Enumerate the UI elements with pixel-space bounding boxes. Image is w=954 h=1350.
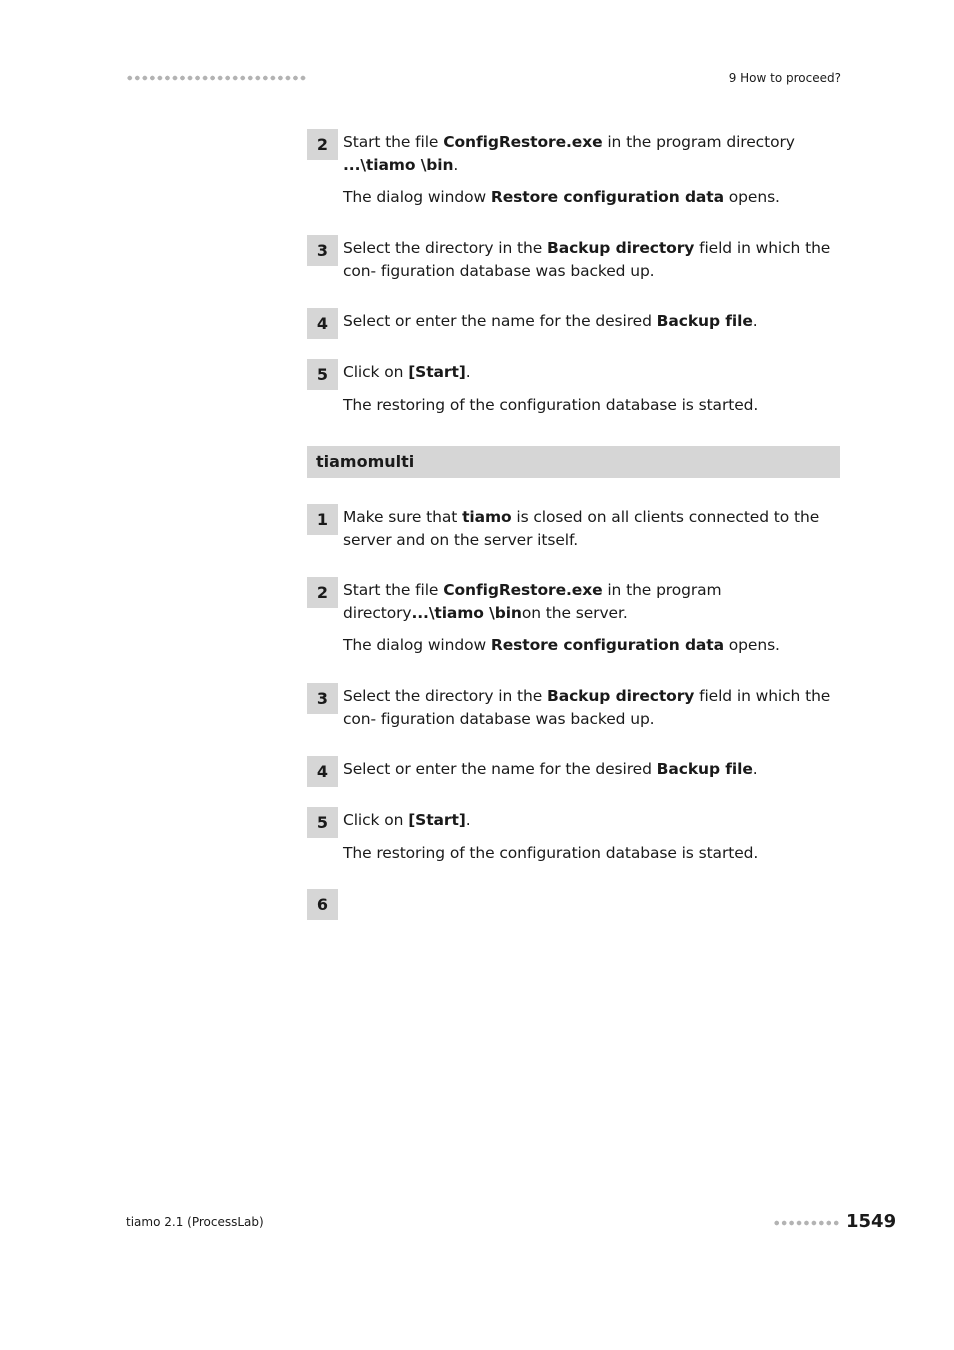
step-text: Make sure that tiamo is closed on all clients connected to the server and on the server itself. [343, 508, 820, 549]
step-number: 3 [307, 683, 338, 714]
section-heading-tiamomulti: tiamomulti [307, 446, 840, 478]
step-text: Start the file ConfigRestore.exe in the program directory...\tiamo \binon the server. [343, 581, 722, 622]
step-number: 5 [307, 359, 338, 390]
header-dots-decoration [126, 74, 307, 82]
step-text: Start the file ConfigRestore.exe in the program directory ...\tiamo \bin. [343, 133, 795, 174]
step-number: 4 [307, 756, 338, 787]
step-b-1 [307, 504, 840, 551]
step-b-3 [307, 683, 840, 730]
step-a-5 [307, 359, 840, 416]
step-a-2 [307, 129, 840, 209]
step-number: 2 [307, 577, 338, 608]
step-number: 2 [307, 129, 338, 160]
step-a-3 [307, 235, 840, 282]
step-result: The dialog window Restore configuration data opens. [343, 636, 780, 654]
step-text: Click on [Start]. [343, 811, 471, 829]
step-text: Select or enter the name for the desired Backup file. [343, 312, 758, 330]
step-text: Select the directory in the Backup directory field in which the con- figuration database was backed up. [343, 239, 831, 280]
step-number: 3 [307, 235, 338, 266]
step-b-5 [307, 807, 840, 864]
step-result: The dialog window Restore configuration data opens. [343, 188, 780, 206]
step-number: 5 [307, 807, 338, 838]
step-number: 6 [307, 889, 338, 920]
footer-product-name: tiamo 2.1 (ProcessLab) [126, 1215, 264, 1229]
step-b-4 [307, 756, 840, 781]
step-text: Select or enter the name for the desired Backup file. [343, 760, 758, 778]
step-result: The restoring of the configuration database is started. [343, 395, 759, 414]
footer-dots-decoration [773, 1219, 840, 1227]
step-number: 1 [307, 504, 338, 535]
page-number: 1549 [846, 1211, 897, 1232]
step-b-2 [307, 577, 840, 657]
step-text: Click on [Start]. [343, 363, 471, 381]
chapter-title: 9 How to proceed? [728, 71, 841, 85]
step-text: Select the directory in the Backup directory field in which the con- figuration database was backed up. [343, 687, 831, 728]
step-number: 4 [307, 308, 338, 339]
step-result: The restoring of the configuration database is started. [343, 843, 759, 862]
step-a-4 [307, 308, 840, 333]
